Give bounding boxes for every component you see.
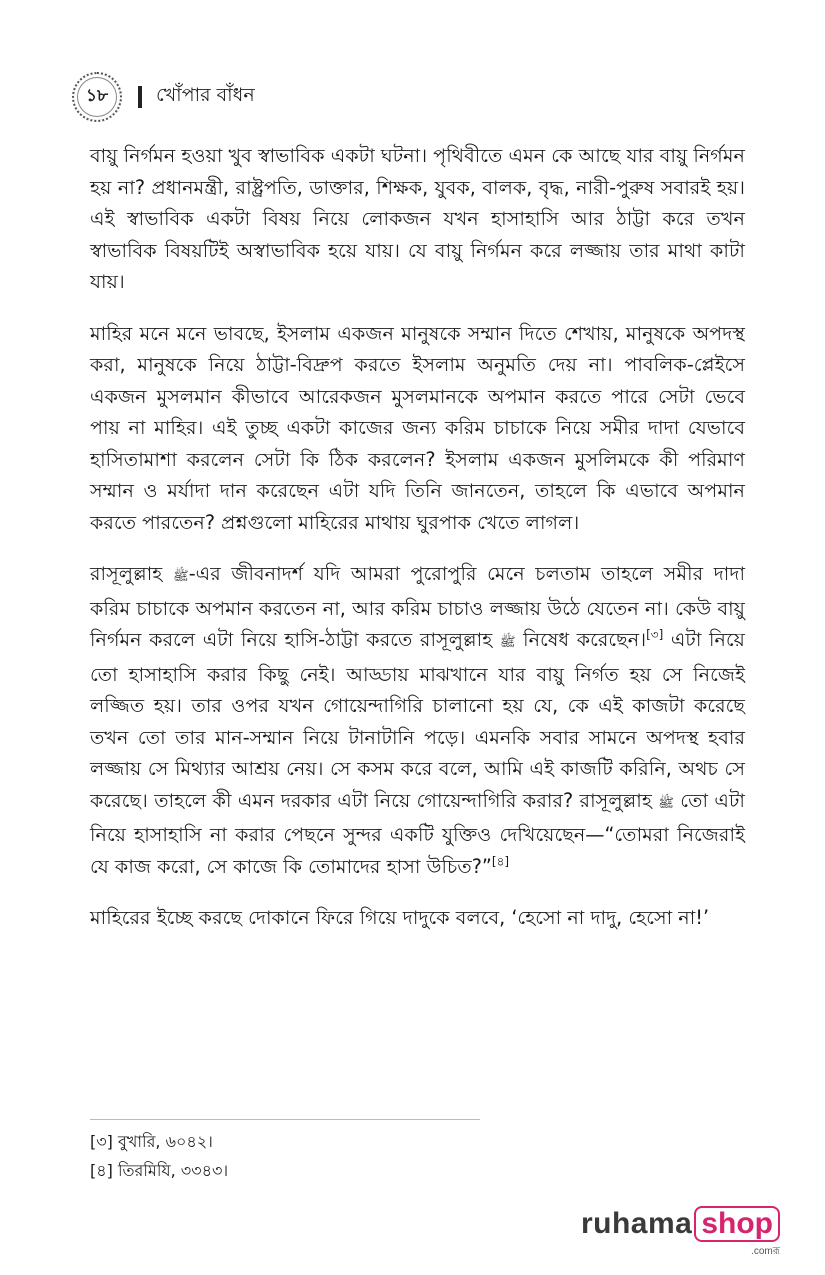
footnote-divider bbox=[90, 1119, 480, 1120]
logo-text: ruhama bbox=[580, 1207, 693, 1240]
footnote-ref-3[interactable]: [৩] bbox=[646, 627, 664, 642]
footnote-text: তিরমিযি, ৩৩৪৩। bbox=[117, 1161, 229, 1180]
footnote-3 bbox=[90, 1127, 228, 1156]
book-title: খোঁপার বাঁধন bbox=[156, 84, 255, 106]
p3-text-4: এটা নিয়ে তো হাসাহাসি করার কিছু নেই। আড্ডায় মাঝখানে যার বায়ু নির্গত হয় সে নিজেই লজ্জিত হয়। তার ওপর যখন গোয়েন্দাগিরি চালানো হয় যে, কে এই কাজটা করেছে তখন তো তার মান-সম্মান নিয়ে টানাটানি পড়ে। এমনকি সবার সামনে অপদস্থ হবার লজ্জায় সে মিথ্যার আশ্রয় নেয়। সে কসম করে বলে, আমি এই কাজটি করিনি, অথচ সে করেছে। তাহলে কী এমন দরকার এটা নিয়ে গোয়েন্দাগিরি করার? রাসূলুল্লাহ bbox=[90, 628, 745, 812]
footnote-ref-4[interactable]: [৪] bbox=[491, 854, 510, 869]
salawat-glyph: ﷺ bbox=[172, 569, 189, 584]
p3-text-1: রাসূলুল্লাহ bbox=[90, 562, 173, 585]
p3-text-2: -এর জীবনাদর্শ যদি আমরা পুরোপুরি মেনে চলতাম তাহলে সমীর দাদা করিম চাচাকে অপমান করতেন না, আর করিম চাচাও লজ্জায় উঠে যেতেন না। কেউ বায়ু নির্গমন করলে এটা নিয়ে হাসি-ঠাট্টা করতে রাসূলুল্লাহ bbox=[90, 562, 746, 651]
footnote-marker: [৩] bbox=[90, 1132, 113, 1151]
header-divider bbox=[138, 86, 142, 108]
p3-text-3: নিষেধ করেছেন। bbox=[515, 628, 647, 651]
footnotes bbox=[90, 1127, 228, 1185]
salawat-glyph: ﷺ bbox=[499, 635, 516, 650]
paragraph-2: মাহির মনে মনে ভাবছে, ইসলাম একজন মানুষকে সম্মান দিতে শেখায়, মানুষকে অপদস্থ করা, মানুষকে নিয়ে ঠাট্টা-বিদ্রুপ করতে ইসলাম অনুমতি দেয় না। পাবলিক-প্লেইসে একজন মুসলমান কীভাবে আরেকজন মুসলমানকে অপমান করতে পারে সেটা ভেবে পায় না মাহির। এই তুচ্ছ একটা কাজের জন্য করিম চাচাকে নিয়ে সমীর দাদা যেভাবে হাসিতামাশা করলেন সেটা কি ঠিক করলেন? ইসলাম একজন মুসলিমকে কী পরিমাণ সম্মান ও মর্যাদা দান করেছেন এটা যদি তিনি জানতেন, তাহলে কি এভাবে অপমান করতে পারতেন? প্রশ্নগুলো মাহিরের মাথায় ঘুরপাক খেতে লাগল। bbox=[90, 321, 746, 534]
page-header bbox=[72, 72, 255, 122]
page-number-badge: ১৮ bbox=[72, 72, 122, 122]
paragraph-4: মাহিরের ইচ্ছে করছে দোকানে ফিরে গিয়ে দাদুকে বলবে, ‘হেসো না দাদু, হেসো না!’ bbox=[90, 906, 710, 929]
logo-domain: .comরূ bbox=[751, 1246, 780, 1257]
footnote-text: বুখারি, ৬০৪২। bbox=[117, 1132, 213, 1151]
paragraph-3 bbox=[90, 558, 745, 882]
paragraph-1: বায়ু নির্গমন হওয়া খুব স্বাভাবিক একটা ঘটনা। পৃথিবীতে এমন কে আছে যার বায়ু নির্গমন হয় না? প্রধানমন্ত্রী, রাষ্ট্রপতি, ডাক্তার, শিক্ষক, যুবক, বালক, বৃদ্ধ, নারী-পুরুষ সবারই হয়। এই স্বাভাবিক একটা বিষয় নিয়ে লোকজন যখন হাসাহাসি আর ঠাট্টা করে তখন স্বাভাবিক বিষয়টিই অস্বাভাবিক হয়ে যায়। যে বায়ু নির্গমন করে লজ্জায় তার মাথা কাটা যায়। bbox=[90, 144, 745, 293]
p3-text-5: তো এটা নিয়ে হাসাহাসি না করার পেছনে সুন্দর একটি যুক্তিও দেখিয়েছেন—“তোমরা নিজেরাই যে কাজ করো, সে কাজে কি তোমাদের হাসা উচিত?” bbox=[90, 788, 745, 878]
ruhamashop-logo bbox=[580, 1206, 780, 1257]
logo-shop-badge: shop bbox=[694, 1206, 780, 1242]
footnote-marker: [৪] bbox=[90, 1161, 113, 1180]
salawat-glyph: ﷺ bbox=[658, 795, 674, 811]
body-text bbox=[90, 140, 745, 954]
footnote-4 bbox=[90, 1156, 228, 1185]
